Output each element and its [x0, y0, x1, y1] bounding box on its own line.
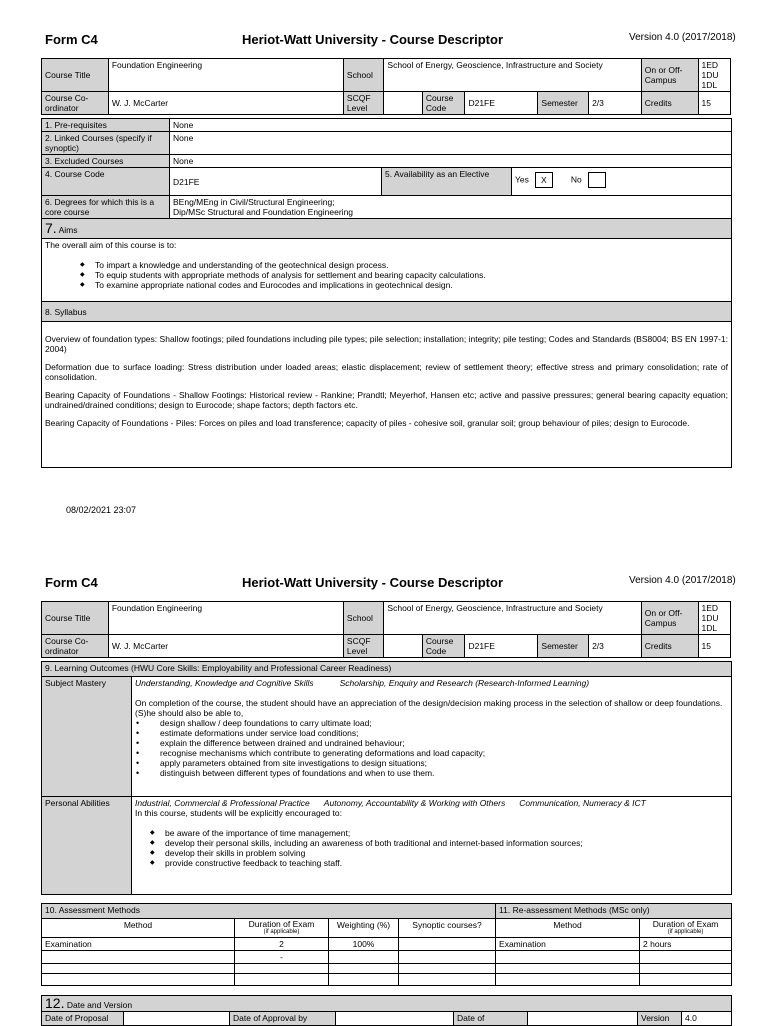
date-number: 12. [45, 995, 65, 1011]
reassess-duration: 2 hours [640, 938, 732, 951]
date-label: Date and Version [66, 999, 133, 1010]
course-code-value: D21FE [465, 92, 538, 115]
list-item: • apply parameters obtained from site investigations to design situations; [160, 758, 728, 768]
yes-label: Yes [515, 174, 529, 185]
coordinator-label: Course Co-ordinator [42, 92, 109, 115]
course-details-table [41, 118, 732, 468]
personal-heading: Communication, Numeracy & ICT [519, 798, 646, 808]
col-duration [235, 919, 329, 938]
campus-code: 1DL [701, 623, 718, 633]
yes-checkbox[interactable]: X [535, 172, 553, 188]
syllabus-paragraph: Overview of foundation types: Shallow footings; piled foundations including pile types; pile selection; installation; integrity; pile testing; Codes and Standards (BS8004; BS EN 1997-1: 2004) [45, 334, 728, 354]
applicable-label: (if applicable) [667, 929, 704, 935]
subject-mastery-label: Subject Mastery [42, 677, 132, 797]
empty-cell [399, 974, 496, 986]
code-value: D21FE [170, 168, 382, 196]
empty-cell [329, 964, 399, 974]
subject-intro: On completion of the course, the student should have an appreciation of the design/decision making process in the selection of shallow or deep foundations. (S)he should also be able to, [135, 698, 723, 718]
list-item: • distinguish between different types of foundations and when to use them. [160, 768, 728, 778]
coordinator-value: W. J. McCarter [108, 635, 343, 658]
course-code-label: Course Code [422, 92, 465, 115]
col-weighting: Weighting (%) [329, 919, 399, 938]
campus-codes [698, 59, 731, 92]
applicable-label: (if applicable) [263, 929, 300, 935]
semester-value: 2/3 [589, 635, 642, 658]
course-title-label: Course Title [42, 602, 109, 635]
date-of-label: Date of [454, 1012, 528, 1026]
campus-code: 1DU [701, 613, 719, 623]
campus-label: On or Off-Campus [641, 59, 698, 92]
course-code-label: Course Code [422, 635, 465, 658]
campus-label: On or Off-Campus [641, 602, 698, 635]
version-field-value: 4.0 [682, 1012, 732, 1026]
print-date: 08/02/2021 23:07 [66, 505, 137, 515]
personal-abilities-label: Personal Abilities [42, 797, 132, 895]
personal-abilities-body [132, 797, 732, 895]
subject-headings [135, 678, 728, 688]
empty-cell [399, 964, 496, 974]
list-item: • estimate deformations under service load conditions; [160, 728, 728, 738]
linked-label: 2. Linked Courses (specify if synoptic) [42, 132, 170, 155]
list-item: ◆ be aware of the importance of time management; [165, 828, 728, 838]
subject-heading: Scholarship, Enquiry and Research (Research-Informed Learning) [339, 678, 590, 688]
aims-list [45, 260, 728, 290]
document-title: Heriot-Watt University - Course Descriptor [242, 32, 504, 47]
degrees-value [170, 196, 732, 219]
excluded-label: 3. Excluded Courses [42, 155, 170, 168]
assessment-table [41, 903, 732, 986]
list-item: ◆ To examine appropriate national codes and Eurocodes and implications in geotechnical design. [95, 280, 728, 290]
empty-cell [42, 974, 235, 986]
linked-value: None [170, 132, 732, 155]
col-method-reassess: Method [496, 919, 640, 938]
scqf-value [384, 635, 423, 658]
no-checkbox[interactable] [588, 172, 606, 188]
coordinator-label: Course Co-ordinator [42, 635, 109, 658]
personal-headings [135, 798, 728, 808]
credits-value: 15 [698, 635, 731, 658]
credits-label: Credits [641, 635, 698, 658]
course-info-table [41, 601, 731, 658]
col-synoptic: Synoptic courses? [399, 919, 496, 938]
reassess-method: Examination [496, 938, 640, 951]
empty-cell [640, 964, 732, 974]
date-version-table [41, 995, 732, 1026]
scqf-value [384, 92, 423, 115]
aims-number: 7. [45, 219, 57, 236]
campus-code: 1DL [701, 80, 718, 90]
list-item: • explain the difference between drained and undrained behaviour; [160, 738, 728, 748]
empty-cell [329, 974, 399, 986]
empty-cell [496, 951, 640, 964]
course-title-label: Course Title [42, 59, 109, 92]
syllabus-paragraph: Bearing Capacity of Foundations - Piles: Forces on piles and load transference; capacity of piles - cohesive soil, granular soil; group behaviour of piles; design to Eurocode. [45, 418, 690, 428]
document-title: Heriot-Watt University - Course Descriptor [242, 575, 504, 590]
date-proposal-value[interactable] [124, 1012, 230, 1026]
credits-value: 15 [698, 92, 731, 115]
empty-cell [496, 964, 640, 974]
empty-cell [42, 964, 235, 974]
assess-duration-2: - [235, 951, 329, 964]
degree-line: BEng/MEng in Civil/Structural Engineering; [173, 197, 335, 207]
personal-heading: Autonomy, Accountability & Working with Others [323, 798, 506, 808]
empty-cell [640, 974, 732, 986]
personal-heading: Industrial, Commercial & Professional Practice [135, 798, 310, 808]
empty-cell [399, 951, 496, 964]
version-label: Version 4.0 (2017/2018) [629, 575, 736, 586]
list-item: • design shallow / deep foundations to carry ultimate load; [160, 718, 728, 728]
school-label: School [343, 602, 384, 635]
no-label: No [570, 174, 582, 185]
aims-label: Aims [58, 224, 78, 235]
version-field-label: Version [638, 1012, 682, 1026]
credits-label: Credits [641, 92, 698, 115]
col-method: Method [42, 919, 235, 938]
elective-label: 5. Availability as an Elective [382, 168, 512, 196]
duration-label: Duration of Exam [652, 919, 719, 929]
scqf-label: SCQF Level [343, 92, 384, 115]
form-label: Form C4 [45, 32, 98, 47]
assess-duration: 2 [235, 938, 329, 951]
reassessment-header: 11. Re-assessment Methods (MSc only) [496, 904, 732, 919]
aims-body [42, 239, 732, 302]
subject-heading: Understanding, Knowledge and Cognitive Skills [135, 678, 314, 688]
date-version-header [42, 996, 732, 1012]
syllabus-header: 8. Syllabus [42, 302, 732, 322]
empty-cell [640, 951, 732, 964]
course-title-value: Foundation Engineering [108, 602, 343, 635]
duration-label: Duration of Exam [248, 919, 315, 929]
assessment-header: 10. Assessment Methods [42, 904, 496, 919]
syllabus-paragraph: Deformation due to surface loading: Stress distribution under loaded areas; elastic displacement; review of settlement theory; effective stress and primary consolidation; rate of consolidation. [45, 362, 728, 382]
list-item: ◆ To impart a knowledge and understanding of the geotechnical design process. [95, 260, 728, 270]
version-label: Version 4.0 (2017/2018) [629, 32, 736, 43]
campus-code: 1ED [701, 603, 719, 613]
campus-code: 1DU [701, 70, 719, 80]
prereq-label: 1. Pre-requisites [42, 119, 170, 132]
list-item: ◆ To equip students with appropriate methods of analysis for settlement and bearing capacity calculations. [95, 270, 728, 280]
date-approval-value[interactable] [336, 1012, 454, 1026]
campus-code: 1ED [701, 60, 719, 70]
aims-intro: The overall aim of this course is to: [45, 240, 177, 250]
elective-choice [512, 168, 732, 196]
course-title-value: Foundation Engineering [108, 59, 343, 92]
degrees-label: 6. Degrees for which this is a core course [42, 196, 170, 219]
subject-mastery-body [132, 677, 732, 797]
assess-weight: 100% [329, 938, 399, 951]
semester-value: 2/3 [589, 92, 642, 115]
list-item: ◆ provide constructive feedback to teaching staff. [165, 858, 728, 868]
school-value: School of Energy, Geoscience, Infrastructure and Society [384, 602, 641, 635]
personal-intro: In this course, students will be explicitly encouraged to: [135, 808, 342, 818]
empty-cell [496, 974, 640, 986]
campus-codes [698, 602, 731, 635]
code-label: 4. Course Code [42, 168, 170, 196]
empty-cell [235, 974, 329, 986]
assess-synoptic [399, 938, 496, 951]
outcomes-header: 9. Learning Outcomes (HWU Core Skills: Employability and Professional Career Readiness) [42, 662, 732, 677]
school-label: School [343, 59, 384, 92]
list-item: • recognise mechanisms which contribute to generating deformations and load capacity; [160, 748, 728, 758]
coordinator-value: W. J. McCarter [108, 92, 343, 115]
semester-label: Semester [538, 635, 589, 658]
form-label: Form C4 [45, 575, 98, 590]
syllabus-paragraph: Bearing Capacity of Foundations - Shallow Footings: Historical review - Rankine; Prandtl; Meyerhof, Hansen etc; active and passive pressures; general bearing capacity equation; undrained/drained conditions; design to Eurocode; shape factors; depth factors etc. [45, 390, 728, 410]
date-of-value[interactable] [528, 1012, 638, 1026]
page-header [0, 32, 768, 52]
date-proposal-label: Date of Proposal [42, 1012, 124, 1026]
subject-list [135, 718, 728, 778]
aims-header [42, 219, 732, 239]
school-value: School of Energy, Geoscience, Infrastructure and Society [384, 59, 641, 92]
course-code-value: D21FE [465, 635, 538, 658]
empty-cell [329, 951, 399, 964]
syllabus-body [42, 322, 732, 468]
scqf-label: SCQF Level [343, 635, 384, 658]
list-item: ◆ develop their personal skills, including an awareness of both traditional and internet-based information sources; [165, 838, 728, 848]
page-header [0, 575, 768, 595]
excluded-value: None [170, 155, 732, 168]
course-info-table [41, 58, 731, 115]
col-duration-reassess [640, 919, 732, 938]
learning-outcomes-table [41, 661, 732, 895]
semester-label: Semester [538, 92, 589, 115]
assess-method: Examination [42, 938, 235, 951]
empty-cell [42, 951, 235, 964]
date-approval-label: Date of Approval by [230, 1012, 336, 1026]
prereq-value: None [170, 119, 732, 132]
degree-line: Dip/MSc Structural and Foundation Engineering [173, 207, 354, 217]
list-item: ◆ develop their skills in problem solving [165, 848, 728, 858]
empty-cell [235, 964, 329, 974]
personal-list [135, 828, 728, 868]
